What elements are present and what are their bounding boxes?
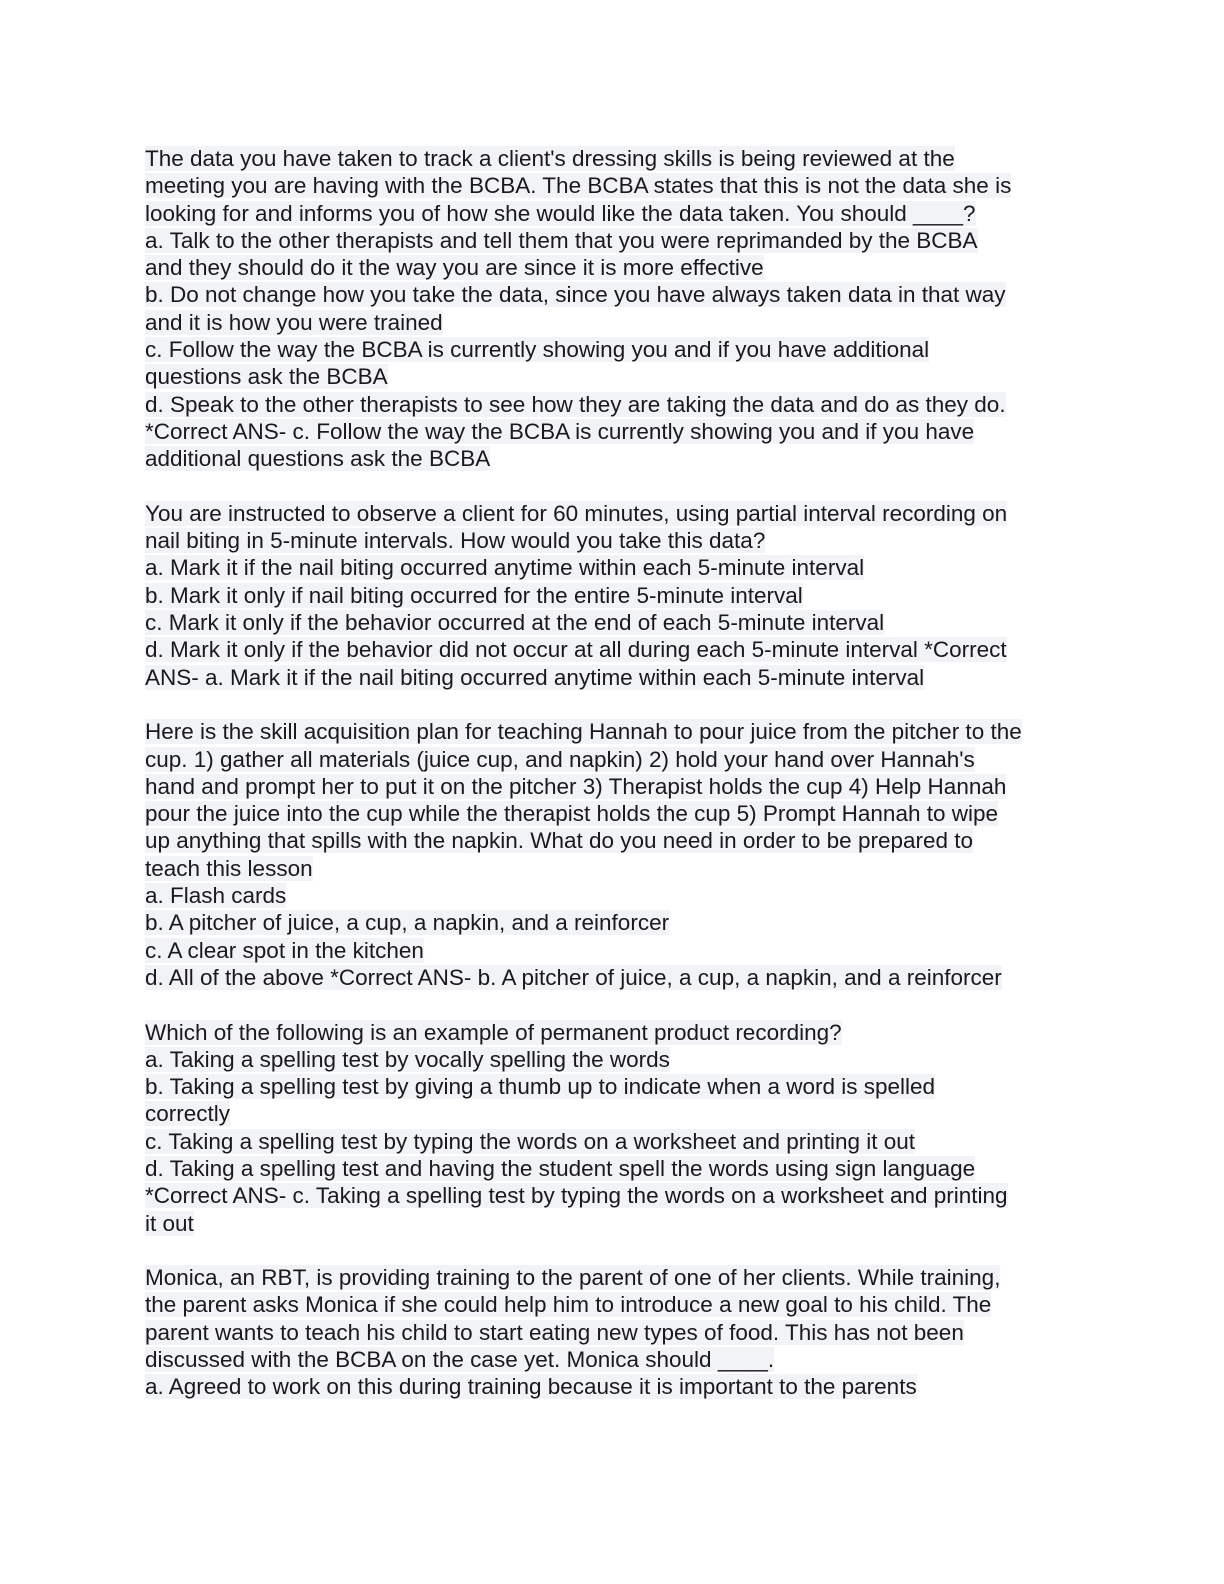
question-1-line-10: d. Speak to the other therapists to see how they are taking the data and do as they do. bbox=[145, 391, 1006, 417]
question-1-line-12: additional questions ask the BCBA bbox=[145, 446, 491, 472]
question-2-line-5: c. Mark it only if the behavior occurred at the end of each 5-minute interval bbox=[145, 610, 885, 636]
question-5-line-2: the parent asks Monica if she could help him to introduce a new goal to his child. The bbox=[145, 1292, 992, 1318]
question-3-line-3: hand and prompt her to put it on the pitcher 3) Therapist holds the cup 4) Help Hannah bbox=[145, 773, 1007, 799]
question-3-line-5: up anything that spills with the napkin. What do you need in order to be prepared to bbox=[145, 828, 974, 854]
question-4-line-1: Which of the following is an example of permanent product recording? bbox=[145, 1019, 842, 1045]
question-5-line-1: Monica, an RBT, is providing training to the parent of one of her clients. While training, bbox=[145, 1265, 1001, 1291]
question-4-line-7: *Correct ANS- c. Taking a spelling test by typing the words on a worksheet and printing bbox=[145, 1183, 1008, 1209]
question-3-line-1: Here is the skill acquisition plan for teaching Hannah to pour juice from the pitcher to the bbox=[145, 719, 1022, 745]
question-1-line-6: b. Do not change how you take the data, since you have always taken data in that way bbox=[145, 282, 1006, 308]
question-4-line-6: d. Taking a spelling test and having the student spell the words using sign language bbox=[145, 1155, 976, 1181]
question-5-line-4: discussed with the BCBA on the case yet. Monica should ____. bbox=[145, 1347, 775, 1373]
question-3-line-7: a. Flash cards bbox=[145, 883, 287, 909]
question-1-line-1: The data you have taken to track a client's dressing skills is being reviewed at the bbox=[145, 146, 955, 171]
question-1-line-3: looking for and informs you of how she would like the data taken. You should ____? bbox=[145, 200, 976, 226]
question-5-line-5: a. Agreed to work on this during training because it is important to the parents bbox=[145, 1374, 917, 1400]
question-1-line-8: c. Follow the way the BCBA is currently showing you and if you have additional bbox=[145, 337, 930, 363]
question-3-line-9: c. A clear spot in the kitchen bbox=[145, 937, 424, 963]
question-2-line-4: b. Mark it only if nail biting occurred for the entire 5-minute interval bbox=[145, 582, 803, 608]
question-3-line-10: d. All of the above *Correct ANS- b. A pitcher of juice, a cup, a napkin, and a reinforcer bbox=[145, 964, 1002, 990]
question-2-line-6: d. Mark it only if the behavior did not occur at all during each 5-minute interval *Correct bbox=[145, 637, 1007, 663]
question-4-line-5: c. Taking a spelling test by typing the words on a worksheet and printing it out bbox=[145, 1128, 916, 1154]
question-1-line-7: and it is how you were trained bbox=[145, 309, 443, 335]
question-3-line-8: b. A pitcher of juice, a cup, a napkin, and a reinforcer bbox=[145, 910, 670, 936]
question-2-line-1: You are instructed to observe a client for 60 minutes, using partial interval recording on bbox=[145, 500, 1008, 526]
question-block-3 bbox=[145, 718, 1080, 991]
question-4-line-2: a. Taking a spelling test by vocally spelling the words bbox=[145, 1046, 670, 1072]
question-1-line-4: a. Talk to the other therapists and tell them that you were reprimanded by the BCBA bbox=[145, 227, 978, 253]
question-1-line-2: meeting you are having with the BCBA. The BCBA states that this is not the data she is bbox=[145, 173, 1012, 199]
question-3-line-6: teach this lesson bbox=[145, 855, 313, 881]
question-1-line-5: and they should do it the way you are since it is more effective bbox=[145, 255, 764, 281]
question-4-line-3: b. Taking a spelling test by giving a thumb up to indicate when a word is spelled bbox=[145, 1074, 936, 1100]
document-page bbox=[145, 145, 1080, 1428]
question-block-5 bbox=[145, 1264, 1080, 1400]
question-2-line-7: ANS- a. Mark it if the nail biting occurred anytime within each 5-minute interval bbox=[145, 664, 925, 690]
question-1-line-9: questions ask the BCBA bbox=[145, 364, 388, 390]
question-5-line-3: parent wants to teach his child to start eating new types of food. This has not been bbox=[145, 1319, 964, 1345]
question-3-line-2: cup. 1) gather all materials (juice cup, and napkin) 2) hold your hand over Hannah's bbox=[145, 746, 975, 772]
question-block-4 bbox=[145, 1019, 1080, 1237]
question-block-2 bbox=[145, 500, 1080, 691]
question-2-line-3: a. Mark it if the nail biting occurred anytime within each 5-minute interval bbox=[145, 555, 865, 581]
question-4-line-4: correctly bbox=[145, 1101, 231, 1127]
question-3-line-4: pour the juice into the cup while the therapist holds the cup 5) Prompt Hannah to wipe bbox=[145, 801, 999, 827]
question-2-line-2: nail biting in 5-minute intervals. How would you take this data? bbox=[145, 528, 766, 554]
question-block-1 bbox=[145, 145, 1080, 473]
question-1-line-11: *Correct ANS- c. Follow the way the BCBA is currently showing you and if you have bbox=[145, 418, 975, 444]
question-4-line-8: it out bbox=[145, 1210, 194, 1236]
